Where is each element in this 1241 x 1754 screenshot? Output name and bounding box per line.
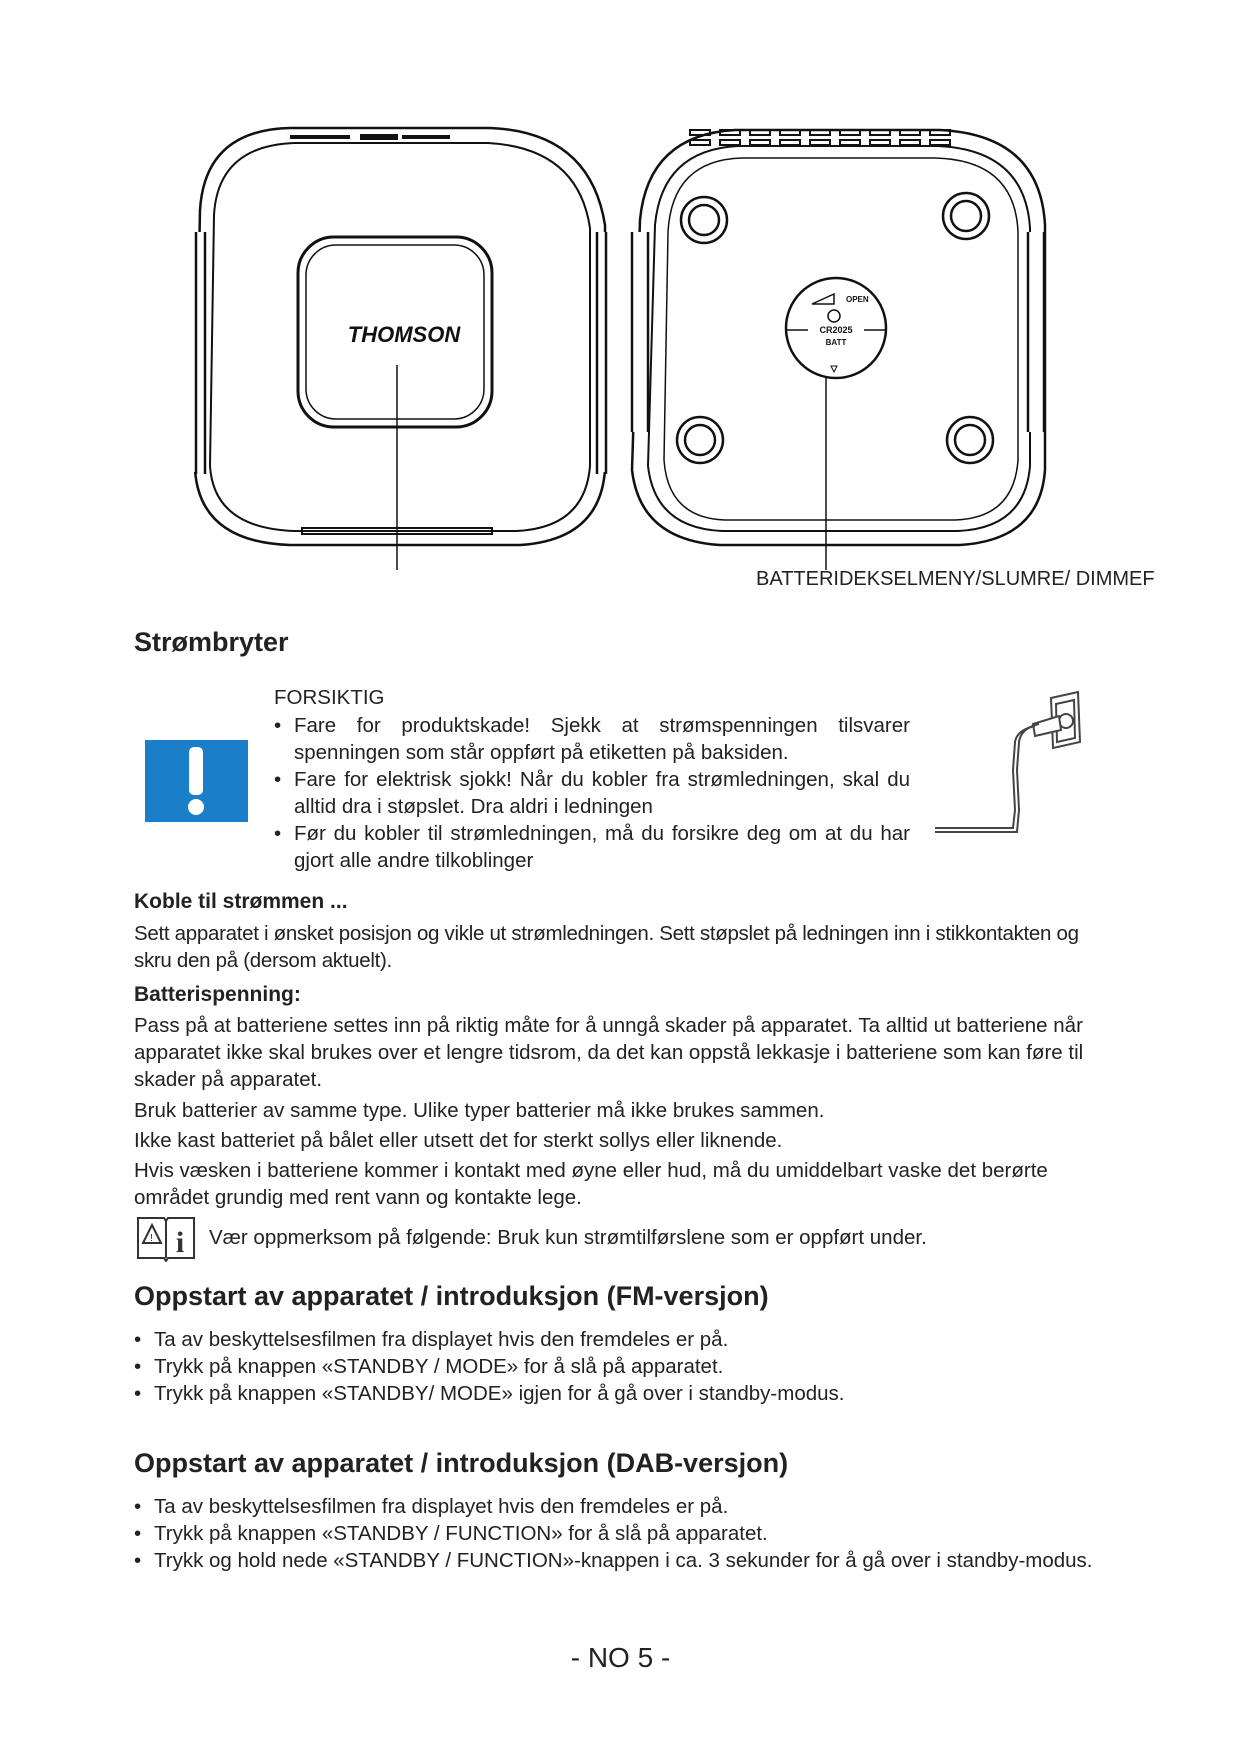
dab-steps-list <box>134 1493 1104 1574</box>
warning-item: • Før du kobler til strømledningen, må du forsikre deg om at du har gjort alle andre tilkoblinger <box>274 820 910 874</box>
connect-text: Sett apparatet i ønsket posisjon og vikle ut strømledningen. Sett støpslet på ledningen inn i stikkontakten og skru den på (dersom aktuelt). <box>134 922 1079 972</box>
dab-step: • Ta av beskyttelsesfilmen fra displayet hvis den fremdeles er på. <box>134 1493 1104 1520</box>
battery-batt-label: BATT <box>825 338 847 347</box>
dab-step: • Trykk og hold nede «STANDBY / FUNCTION»-knappen i ca. 3 sekunder for å gå over i standby-modus. <box>134 1547 1104 1574</box>
warning-icon <box>145 740 248 822</box>
battery-open-label: OPEN <box>846 295 869 304</box>
brand-logo: THOMSON <box>347 322 461 347</box>
device-illustration <box>0 0 1241 600</box>
warning-list <box>274 712 910 874</box>
note-text: Vær oppmerksom på følgende: Bruk kun strømtilførslene som er oppført under. <box>209 1226 927 1249</box>
battery-cover-callout: BATTERIDEKSELMENY/SLUMRE/ DIMMEF <box>756 568 1155 590</box>
battery-paragraph: Pass på at batteriene settes inn på riktig måte for å unngå skader på apparatet. Ta alltid ut batteriene når apparatet ikke skal brukes over et lengre tidsrom, da det kan oppstå lekkasje i batteriene som kan føre til skader på apparatet. <box>134 1014 1084 1091</box>
page-number: - NO 5 - <box>570 1642 671 1673</box>
battery-model-label: CR2025 <box>819 325 853 335</box>
battery-paragraph: Bruk batterier av samme type. Ulike typer batterier må ikke brukes sammen. <box>134 1099 825 1122</box>
fm-steps-list <box>134 1326 1104 1407</box>
power-plug-socket-icon <box>935 690 1085 835</box>
fm-step: • Trykk på knappen «STANDBY/ MODE» igjen for å gå over i standby-modus. <box>134 1380 1104 1407</box>
warning-item: • Fare for elektrisk sjokk! Når du kobler fra strømledningen, skal du alltid dra i støpslet. Dra aldri i ledningen <box>274 766 910 820</box>
battery-paragraph: Ikke kast batteriet på bålet eller utsett det for sterkt sollys eller liknende. <box>134 1129 783 1152</box>
manual-info-icon <box>135 1212 197 1262</box>
device-back-view <box>632 130 1045 570</box>
connect-title: Koble til strømmen ... <box>134 890 348 913</box>
svg-text:!: ! <box>150 1233 153 1244</box>
section-title-dab: Oppstart av apparatet / introduksjon (DAB-versjon) <box>134 1448 789 1478</box>
section-title-power: Strømbryter <box>134 627 289 657</box>
dab-step: • Trykk på knappen «STANDBY / FUNCTION» for å slå på apparatet. <box>134 1520 1104 1547</box>
device-front-view <box>190 128 611 570</box>
section-title-fm: Oppstart av apparatet / introduksjon (FM-versjon) <box>134 1281 769 1311</box>
warning-heading: FORSIKTIG <box>274 686 385 709</box>
warning-item: • Fare for produktskade! Sjekk at strømspenningen tilsvarer spenningen som står oppført på etiketten på baksiden. <box>274 712 910 766</box>
fm-step: • Ta av beskyttelsesfilmen fra displayet hvis den fremdeles er på. <box>134 1326 1104 1353</box>
svg-text:i: i <box>175 1226 185 1259</box>
battery-title: Batterispenning: <box>134 983 301 1006</box>
fm-step: • Trykk på knappen «STANDBY / MODE» for å slå på apparatet. <box>134 1353 1104 1380</box>
battery-paragraphs <box>134 1012 1104 1211</box>
battery-paragraph: Hvis væsken i batteriene kommer i kontakt med øyne eller hud, må du umiddelbart vaske det berørte området grundig med rent vann og kontakte lege. <box>134 1159 1048 1209</box>
